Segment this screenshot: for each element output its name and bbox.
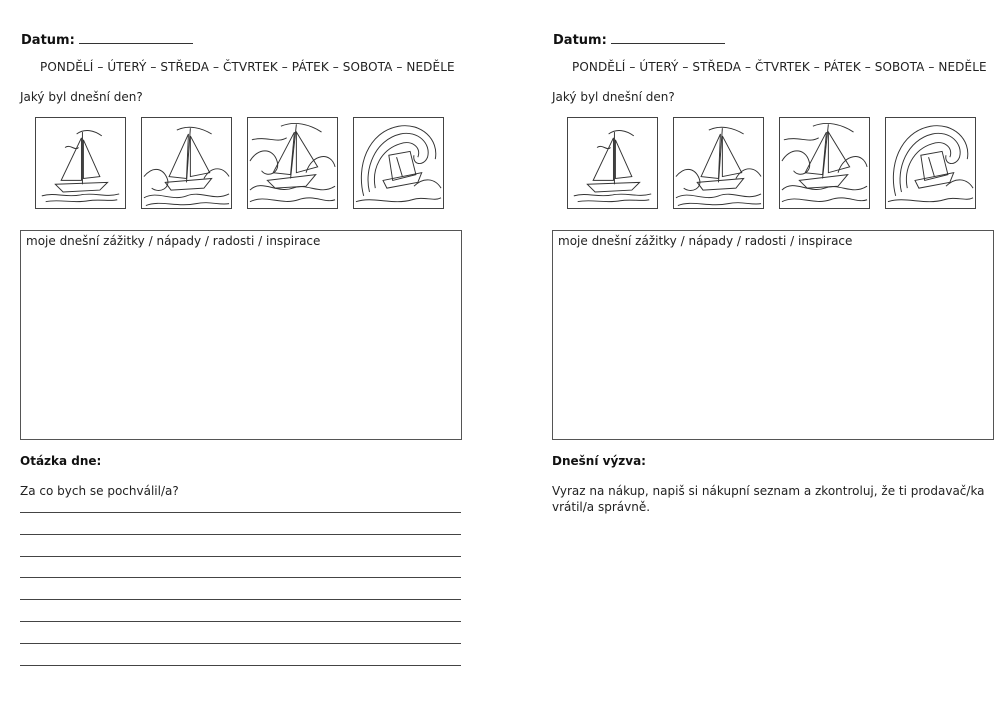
- day-question: Jaký byl dnešní den?: [552, 90, 675, 104]
- daily-challenge-text: Vyraz na nákup, napiš si nákupní seznam a zkontroluj, že ti prodavač/ka vrátil/a správně.: [552, 484, 985, 514]
- notes-box[interactable]: [552, 230, 994, 440]
- day-question: Jaký byl dnešní den?: [20, 90, 143, 104]
- answer-line[interactable]: [20, 512, 461, 513]
- big-wave-icon[interactable]: [353, 117, 444, 209]
- daily-challenge-title: Dnešní výzva:: [552, 454, 646, 468]
- stormy-sailboat-icon[interactable]: [247, 117, 338, 209]
- answer-line[interactable]: [20, 665, 461, 666]
- question-of-day-text: Za co bych se pochválil/a?: [20, 484, 179, 498]
- big-wave-icon[interactable]: [885, 117, 976, 209]
- stormy-sailboat-icon[interactable]: [779, 117, 870, 209]
- date-blank-line[interactable]: [79, 31, 193, 44]
- worksheet-page-right: [552, 0, 999, 701]
- answer-line[interactable]: [20, 534, 461, 535]
- weekdays-list: PONDĚLÍ – ÚTERÝ – STŘEDA – ČTVRTEK – PÁTEK – SOBOTA – NEDĚLE: [40, 60, 455, 74]
- date-field: [553, 31, 725, 48]
- calm-sailboat-icon[interactable]: [35, 117, 126, 209]
- wavy-sailboat-icon[interactable]: [673, 117, 764, 209]
- day-mood-options: [567, 117, 979, 211]
- notes-box[interactable]: [20, 230, 462, 440]
- answer-line[interactable]: [20, 556, 461, 557]
- wavy-sailboat-icon[interactable]: [141, 117, 232, 209]
- date-label: Datum:: [21, 33, 75, 48]
- answer-line[interactable]: [20, 643, 461, 644]
- date-field: [21, 31, 193, 48]
- answer-line[interactable]: [20, 621, 461, 622]
- date-label: Datum:: [553, 33, 607, 48]
- answer-line[interactable]: [20, 599, 461, 600]
- question-of-day-title: Otázka dne:: [20, 454, 102, 468]
- weekdays-list: PONDĚLÍ – ÚTERÝ – STŘEDA – ČTVRTEK – PÁTEK – SOBOTA – NEDĚLE: [572, 60, 987, 74]
- notes-label: moje dnešní zážitky / nápady / radosti / inspirace: [558, 234, 853, 248]
- answer-line[interactable]: [20, 577, 461, 578]
- calm-sailboat-icon[interactable]: [567, 117, 658, 209]
- worksheet-page-left: [20, 0, 490, 701]
- day-mood-options: [35, 117, 447, 211]
- date-blank-line[interactable]: [611, 31, 725, 44]
- notes-label: moje dnešní zážitky / nápady / radosti / inspirace: [26, 234, 321, 248]
